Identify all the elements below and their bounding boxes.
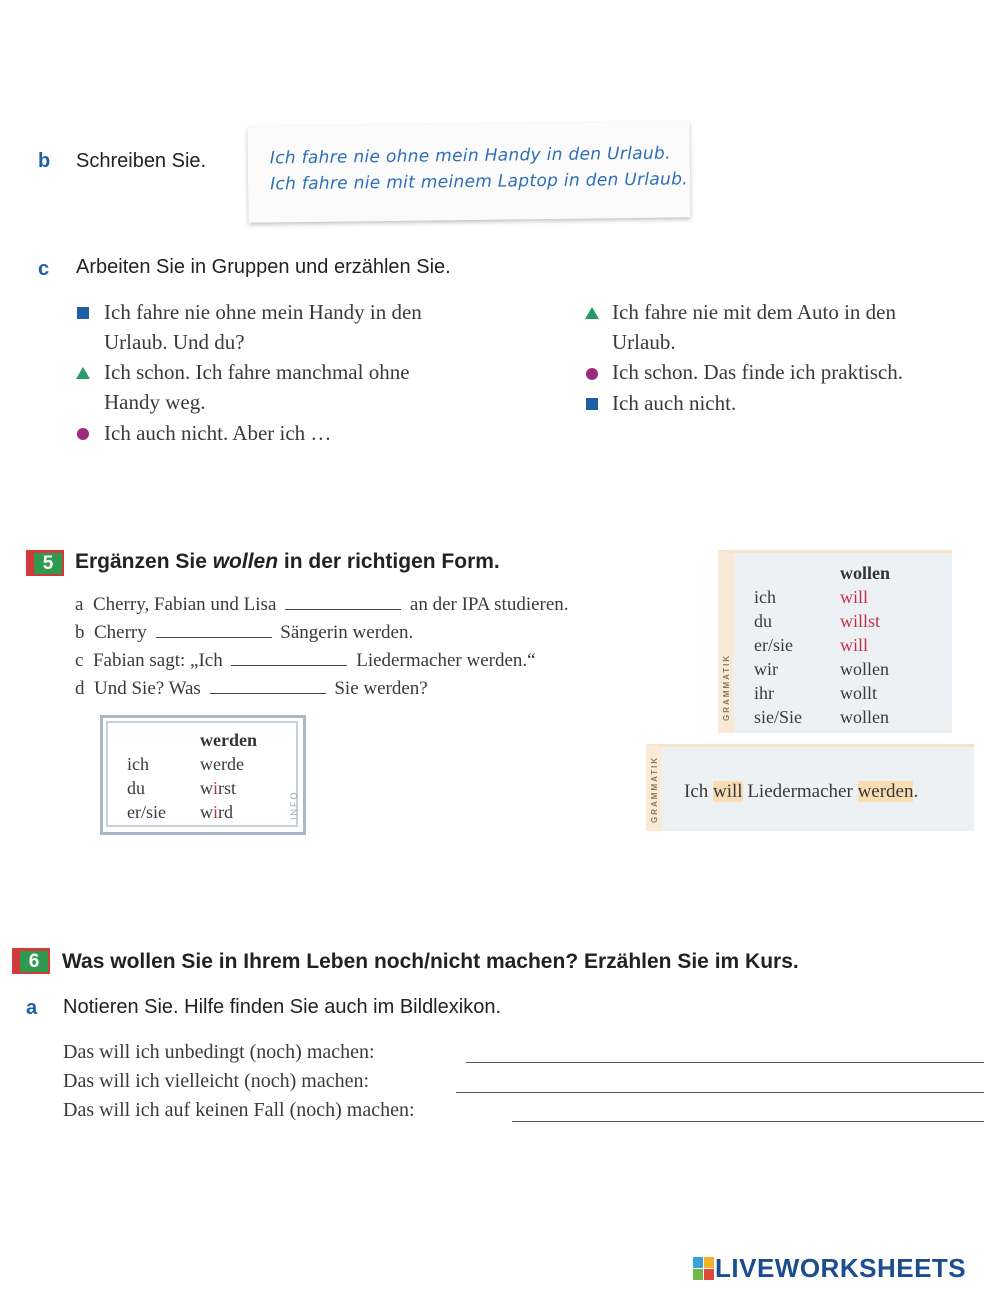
triangle-marker-icon <box>585 307 599 319</box>
grammar-form: will <box>840 635 869 655</box>
grammar-example-sentence: Ich will Liedermacher werden. <box>684 781 919 802</box>
dialog-left-2 <box>104 357 410 417</box>
grammar-form: willst <box>840 611 881 631</box>
grammar-form: wollt <box>840 683 878 703</box>
item-post: an der IPA studieren. <box>409 594 569 615</box>
grammar-form: wollen <box>840 707 889 727</box>
item-post: Sängerin werden. <box>280 622 414 643</box>
grammar-pronoun: du <box>754 611 772 631</box>
task-c-letter: c <box>38 258 50 280</box>
grammar-header: wollen <box>840 563 891 583</box>
info-verb: werde <box>200 754 244 774</box>
dialog-line: Urlaub. Und du? <box>104 330 245 354</box>
circle-marker-icon <box>586 368 598 380</box>
note-line-1: Ich fahre nie ohne mein Handy in den Urlaub. <box>269 143 671 169</box>
ex5-title-post: in der richtigen Form. <box>278 550 500 573</box>
liveworksheets-logo-icon <box>693 1257 715 1281</box>
grammar-pronoun: sie/Sie <box>754 707 802 727</box>
info-pronoun: ich <box>127 754 149 774</box>
ex5-item-d <box>75 678 428 700</box>
info-verb: wird <box>200 802 234 822</box>
grammar-form: will <box>840 587 869 607</box>
task-b-letter: b <box>38 150 51 172</box>
ex5-item-c <box>75 650 536 672</box>
ex6-line-2: Das will ich vielleicht (noch) machen: <box>63 1070 370 1092</box>
grammar-side-label: GRAMMATIK <box>722 653 731 721</box>
dialog-line: Ich fahre nie mit dem Auto in den <box>612 300 897 324</box>
item-letter: b <box>75 622 85 643</box>
ex6-sub-instruction: Notieren Sie. Hilfe finden Sie auch im Bildlexikon. <box>63 996 501 1018</box>
item-letter: c <box>75 650 84 671</box>
dialog-line: Ich auch nicht. Aber ich … <box>104 421 332 445</box>
answer-blank[interactable] <box>231 651 347 666</box>
dialog-left-3 <box>104 418 331 448</box>
grammar-pronoun: ihr <box>754 683 774 703</box>
handwritten-note <box>247 121 690 222</box>
item-pre: Cherry, Fabian und Lisa <box>92 594 277 615</box>
item-letter: d <box>75 678 85 699</box>
triangle-marker-icon <box>76 367 90 379</box>
dialog-line: Ich schon. Ich fahre manchmal ohne <box>104 360 410 384</box>
ex5-title-pre: Ergänzen Sie <box>75 550 213 573</box>
ex5-item-a <box>75 594 569 616</box>
ex5-title <box>75 550 500 574</box>
dialog-line: Ich schon. Das finde ich praktisch. <box>612 360 903 384</box>
ex6-sub-letter: a <box>26 997 38 1019</box>
task-c-instruction: Arbeiten Sie in Gruppen und erzählen Sie. <box>76 256 451 278</box>
write-line-2[interactable] <box>456 1092 984 1093</box>
ex6-line-3: Das will ich auf keinen Fall (noch) machen: <box>63 1099 415 1121</box>
grammar-form: wollen <box>840 659 889 679</box>
task-b-instruction: Schreiben Sie. <box>76 150 207 172</box>
grammar-pronoun: ich <box>754 587 776 607</box>
ex6-title: Was wollen Sie in Ihrem Leben noch/nicht machen? Erzählen Sie im Kurs. <box>62 950 799 973</box>
highlighted-infinitive: werden <box>857 781 914 802</box>
dialog-line: Handy weg. <box>104 390 206 414</box>
info-pronoun: er/sie <box>127 802 166 822</box>
item-post: Liedermacher werden.“ <box>356 650 536 671</box>
dialog-right-3 <box>612 388 736 418</box>
dialog-line: Ich fahre nie ohne mein Handy in den <box>104 300 422 324</box>
grammar-pronoun: wir <box>754 659 778 679</box>
ex6-number-badge: 6 <box>20 951 48 972</box>
info-header: werden <box>200 730 257 750</box>
dialog-right-1 <box>612 297 896 357</box>
grammar-pronoun: er/sie <box>754 635 793 655</box>
info-box-werden <box>100 715 306 835</box>
ex5-number-badge: 5 <box>34 553 62 574</box>
info-verb: wirst <box>200 778 237 798</box>
square-marker-icon <box>77 307 89 319</box>
item-letter: a <box>75 594 84 615</box>
write-line-3[interactable] <box>512 1121 984 1122</box>
item-pre: Fabian sagt: „Ich <box>92 650 223 671</box>
ex5-item-b <box>75 622 413 644</box>
answer-blank[interactable] <box>210 679 326 694</box>
info-side-label: INFO <box>289 790 299 820</box>
liveworksheets-logo-text: LIVEWORKSHEETS <box>715 1253 967 1283</box>
item-pre: Und Sie? Was <box>94 678 201 699</box>
write-line-1[interactable] <box>466 1062 984 1063</box>
item-post: Sie werden? <box>334 678 428 699</box>
dialog-line: Urlaub. <box>612 330 676 354</box>
grammar-sentence-box <box>646 744 974 831</box>
grammar-side-label: GRAMMATIK <box>650 755 659 823</box>
circle-marker-icon <box>77 428 89 440</box>
dialog-left-1 <box>104 297 422 357</box>
answer-blank[interactable] <box>285 595 401 610</box>
ex5-title-em: wollen <box>212 550 279 573</box>
answer-blank[interactable] <box>156 623 272 638</box>
highlighted-modal: will <box>713 781 743 802</box>
note-line-2: Ich fahre nie mit meinem Laptop in den Urlaub. <box>270 169 689 195</box>
square-marker-icon <box>586 398 598 410</box>
item-pre: Cherry <box>94 622 147 643</box>
info-pronoun: du <box>127 778 145 798</box>
dialog-line: Ich auch nicht. <box>612 391 737 415</box>
ex6-line-1: Das will ich unbedingt (noch) machen: <box>63 1041 375 1063</box>
grammar-table-wollen <box>718 550 952 733</box>
dialog-right-2 <box>612 357 903 387</box>
